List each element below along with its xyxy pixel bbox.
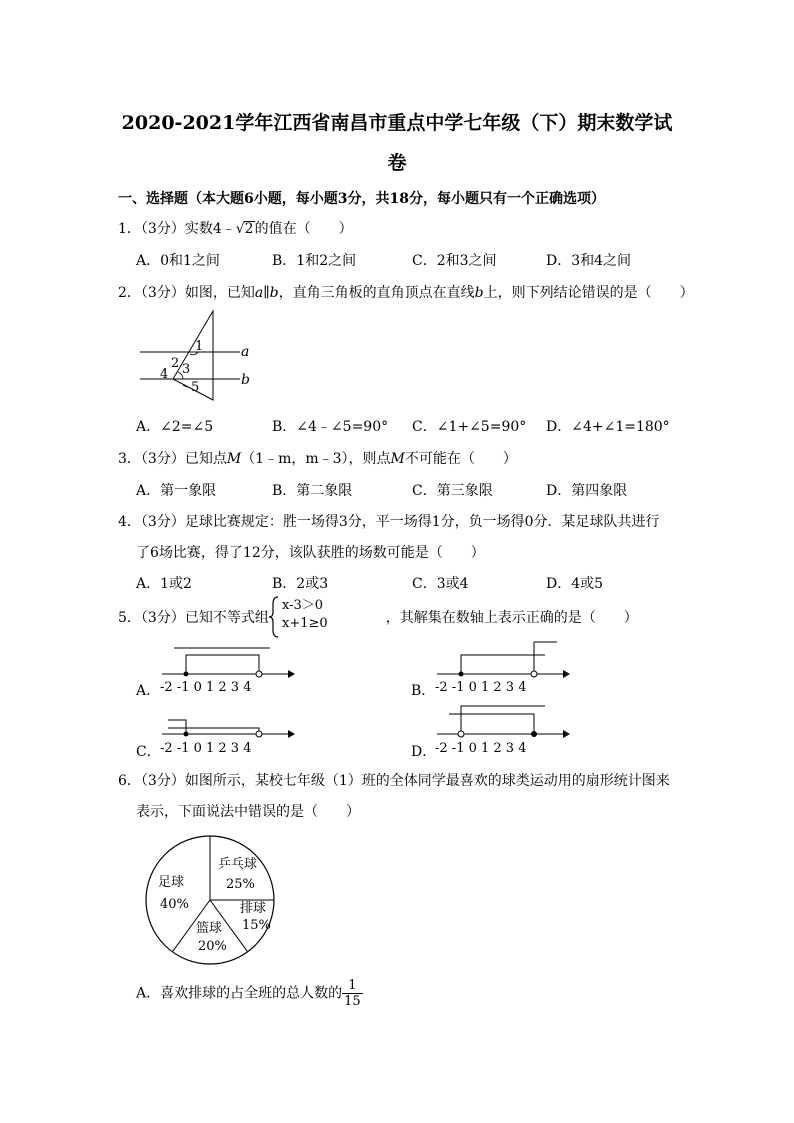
number-line-a	[160, 640, 300, 680]
q1-option-d: D．3和4之间	[546, 253, 632, 269]
question-4-line1: 4．（3分）足球比赛规定：胜一场得3分，平一场得1分，负一场得0分．某足球队共进行	[118, 514, 660, 530]
q1-suffix: 的值在（ ）	[254, 221, 353, 237]
question-6-line1: 6．（3分）如图所示，某校七年级（1）班的全体同学最喜欢的球类运动用的扇形统计图来	[118, 773, 670, 789]
q2-post: 上，则下列结论错误的是（ ）	[483, 285, 694, 301]
fraction-numerator: 1	[342, 978, 363, 994]
q2-var-b2: b	[474, 285, 484, 301]
q1-option-b: B．1和2之间	[272, 253, 357, 269]
pie-label-basketball: 篮球	[196, 921, 223, 936]
q1-radicand: 2	[244, 221, 254, 237]
q5-post: ，其解集在数轴上表示正确的是（ ）	[385, 610, 638, 626]
question-4-line2: 了6场比赛，得了12分，该队获胜的场数可能是（ ）	[136, 545, 485, 561]
question-5	[118, 607, 638, 627]
q2-parallel: ∥	[263, 285, 270, 301]
q3-coords: （1﹣m，m﹣3），则点	[241, 451, 391, 467]
q1-option-a: A．0和1之间	[136, 253, 220, 269]
q3-option-b: B．第二象限	[272, 483, 353, 499]
q5-option-d-letter: D．	[411, 744, 437, 760]
pie-chart	[140, 830, 280, 970]
q2-option-a: A．∠2=∠5	[136, 419, 214, 435]
question-2	[118, 282, 694, 302]
q1-option-c: C．2和3之间	[412, 253, 497, 269]
q2-mid: ，直角三角板的直角顶点在直线	[278, 285, 475, 301]
question-6-line2: 表示，下面说法中错误的是（ ）	[136, 804, 360, 820]
exam-title-line1: 2020-2021学年江西省南昌市重点中学七年级（下）期末数学试	[121, 112, 673, 134]
q5-pre: 5．（3分）已知不等式组	[118, 610, 269, 626]
section-heading: 一、选择题（本大题6小题，每小题3分，共18分，每小题只有一个正确选项）	[118, 191, 605, 207]
q4-option-c: C．3或4	[412, 576, 469, 592]
q3-option-d: D．第四象限	[546, 483, 628, 499]
inequality-2: x+1≥0	[282, 616, 328, 631]
q4-option-d: D．4或5	[546, 576, 604, 592]
q6-option-a	[136, 978, 363, 1009]
label-a: a	[241, 344, 250, 360]
q2-option-c: C．∠1+∠5=90°	[412, 419, 527, 435]
q5-option-a-letter: A．	[136, 683, 161, 699]
q3-option-c: C．第三象限	[412, 483, 493, 499]
pie-pct-pingpong: 25%	[226, 877, 255, 892]
q2-option-b: B．∠4﹣∠5=90°	[272, 419, 389, 435]
q2-var-a: a	[254, 285, 264, 301]
q4-option-b: B．2或3	[272, 576, 329, 592]
q3-pre: 3．（3分）已知点	[118, 451, 227, 467]
question-3	[118, 448, 517, 468]
label-3: 3	[182, 362, 191, 377]
label-1: 1	[195, 339, 204, 354]
q3-var-m2: M	[390, 451, 405, 467]
label-4: 4	[160, 367, 169, 382]
label-b: b	[241, 372, 250, 388]
number-line-b	[435, 640, 575, 680]
label-5: 5	[191, 380, 200, 395]
sqrt-symbol: √	[235, 221, 245, 237]
q1-prefix: 1．（3分）实数4﹣	[118, 221, 236, 237]
question-1	[118, 218, 353, 238]
axis-labels-a: -2 -1 0 1 2 3 4	[160, 680, 252, 695]
brace-icon	[268, 596, 280, 638]
label-2: 2	[171, 356, 180, 371]
inequality-1: x-3＞0	[282, 598, 324, 613]
pie-label-pingpong: 乒乓球	[218, 857, 258, 872]
fraction-denominator: 15	[344, 994, 361, 1009]
axis-labels-c: -2 -1 0 1 2 3 4	[160, 741, 252, 756]
q2-option-d: D．∠4+∠1=180°	[546, 419, 670, 435]
q4-option-a: A．1或2	[136, 576, 192, 592]
axis-labels-b: -2 -1 0 1 2 3 4	[435, 680, 527, 695]
fraction	[342, 978, 363, 1009]
axis-labels-d: -2 -1 0 1 2 3 4	[435, 741, 527, 756]
pie-label-volleyball: 排球	[240, 901, 267, 916]
q3-post: 不可能在（ ）	[404, 451, 517, 467]
inequality-system	[282, 597, 328, 633]
q3-option-a: A．第一象限	[136, 483, 217, 499]
pie-pct-basketball: 20%	[198, 939, 227, 954]
number-line-c	[160, 700, 300, 740]
q2-pre: 2．（3分）如图，已知	[118, 285, 255, 301]
q5-option-b-letter: B．	[411, 683, 436, 699]
exam-title-line2: 卷	[387, 152, 407, 174]
pie-pct-volleyball: 15%	[242, 918, 271, 933]
q2-var-b: b	[269, 285, 279, 301]
q6-option-a-text: A．喜欢排球的占全班的总人数的	[136, 985, 343, 1002]
q3-var-m: M	[226, 451, 242, 467]
pie-pct-football: 40%	[160, 897, 189, 912]
q2-figure	[136, 305, 266, 405]
q5-option-c-letter: C．	[136, 744, 161, 760]
number-line-d	[435, 700, 575, 740]
pie-label-football: 足球	[158, 875, 185, 890]
